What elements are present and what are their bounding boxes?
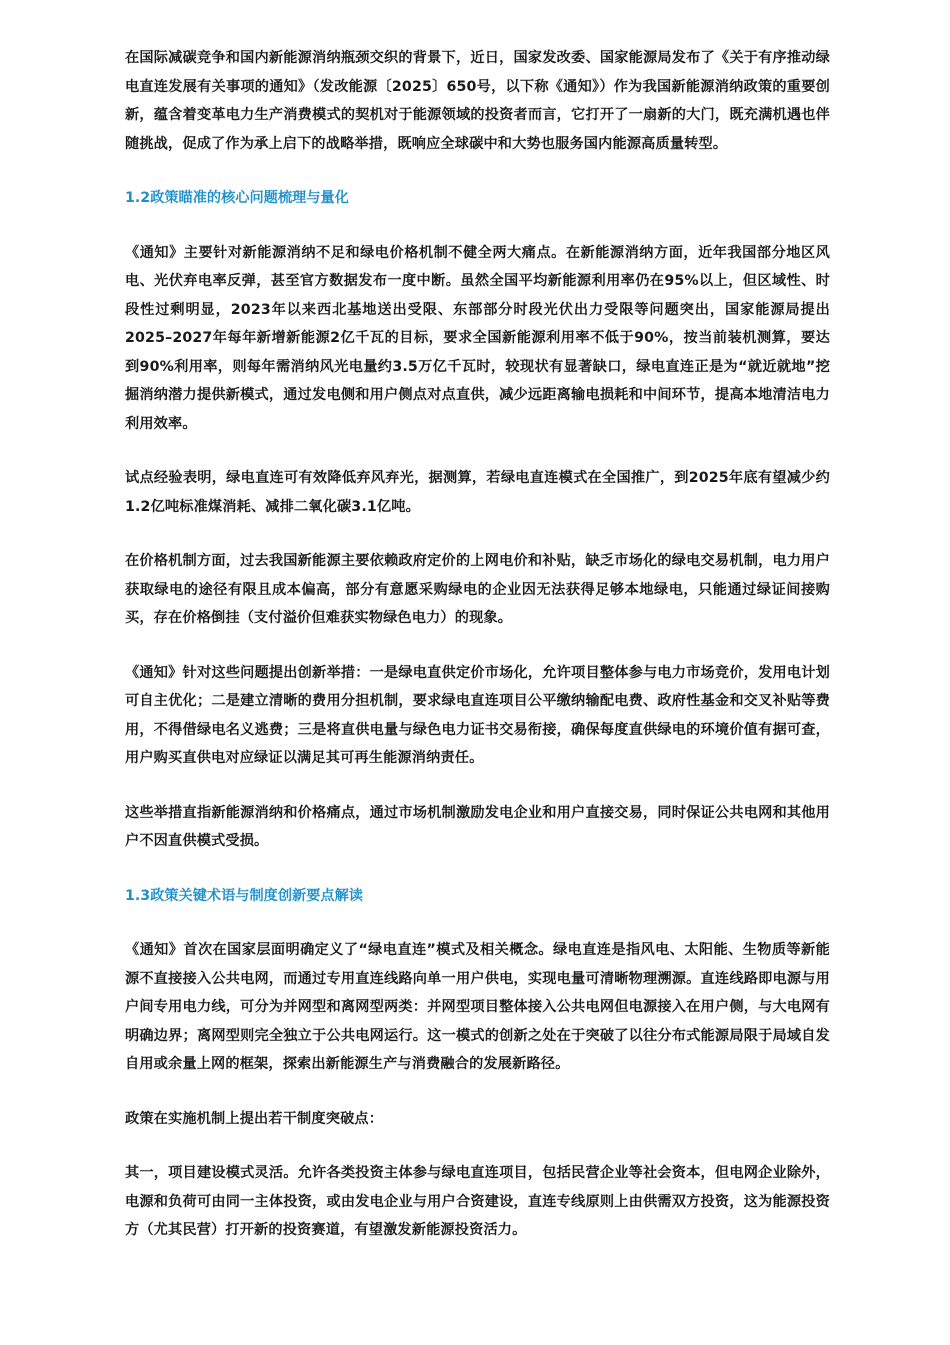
paragraph-core-problems: 《通知》主要针对新能源消纳不足和绿电价格机制不健全两大痛点。在新能源消纳方面，近年我国部分地区风电、光伏弃电率反弹，甚至官方数据发布一度中断。虽然全国平均新能源利用率仍在95%以上，但区域性、时段性过剩明显，2023年以来西北基地送出受限、东部部分时段光伏出力受限等问题突出，国家能源局提出2025–2027年每年新增新能源2亿千瓦的目标，要求全国新能源利用率不低于90%，按当前装机测算，要达到90%利用率，则每年需消纳风光电量约3.5万亿千瓦时，较现状有显著缺口，绿电直连正是为“就近就地”挖掘消纳潜力提供新模式，通过发电侧和用户侧点对点直供，减少远距离输电损耗和中间环节，提高本地清洁电力利用效率。 <box>125 244 830 432</box>
paragraph-pilot-experience: 试点经验表明，绿电直连可有效降低弃风弃光，据测算，若绿电直连模式在全国推广，到2025年底有望减少约1.2亿吨标准煤消耗、减排二氧化碳3.1亿吨。 <box>125 470 830 515</box>
paragraph-definition: 《通知》首次在国家层面明确定义了“绿电直连”模式及相关概念。绿电直连是指风电、太阳能、生物质等新能源不直接接入公共电网，而通过专用直连线路向单一用户供电，实现电量可清晰物理溯源。直连线路即电源与用户间专用电力线，可分为并网型和离网型两类：并网型项目整体接入公共电网但电源接入在用户侧，与大电网有明确边界；离网型则完全独立于公共电网运行。这一模式的创新之处在于突破了以往分布式能源局限于局域自发自用或余量上网的框架，探索出新能源生产与消费融合的发展新路径。 <box>125 942 830 1072</box>
section-heading-1-2: 1.2政策瞄准的核心问题梳理与量化 <box>125 190 349 206</box>
paragraph-innovative-measures: 《通知》针对这些问题提出创新举措：一是绿电直供定价市场化，允许项目整体参与电力市场竞价，发用电计划可自主优化；二是建立清晰的费用分担机制，要求绿电直连项目公平缴纳输配电费、政府性基金和交叉补贴等费用，不得借绿电名义逃费；三是将直供电量与绿色电力证书交易衔接，确保每度直供绿电的环境价值有据可查，用户购买直供电对应绿证以满足其可再生能源消纳责任。 <box>125 664 830 766</box>
paragraph-measures-summary: 这些举措直指新能源消纳和价格痛点，通过市场机制激励发电企业和用户直接交易，同时保证公共电网和其他用户不因直供模式受损。 <box>125 804 830 849</box>
paragraph-institutional-breakthroughs: 政策在实施机制上提出若干制度突破点： <box>125 1110 384 1127</box>
paragraph-price-mechanism: 在价格机制方面，过去我国新能源主要依赖政府定价的上网电价和补贴，缺乏市场化的绿电交易机制，电力用户获取绿电的途径有限且成本偏高，部分有意愿采购绿电的企业因无法获得足够本地绿电，只能通过绿证间接购买，存在价格倒挂（支付溢价但难获实物绿色电力）的现象。 <box>125 553 830 626</box>
document-body <box>125 44 830 1271</box>
paragraph-background: 在国际减碳竞争和国内新能源消纳瓶颈交织的背景下，近日，国家发改委、国家能源局发布了《关于有序推动绿电直连发展有关事项的通知》（发改能源〔2025〕650号，以下称《通知》）作为我国新能源消纳政策的重要创新，蕴含着变革电力生产消费模式的契机对于能源领域的投资者而言，它打开了一扇新的大门，既充满机遇也伴随挑战，促成了作为承上启下的战略举措，既响应全球碳中和大势也服务国内能源高质量转型。 <box>125 50 830 152</box>
section-heading-1-3: 1.3政策关键术语与制度创新要点解读 <box>125 887 363 904</box>
paragraph-point-one: 其一，项目建设模式灵活。允许各类投资主体参与绿电直连项目，包括民营企业等社会资本，但电网企业除外，电源和负荷可由同一主体投资，或由发电企业与用户合资建设，直连专线原则上由供需双方投资，这为能源投资方（尤其民营）打开新的投资赛道，有望激发新能源投资活力。 <box>125 1165 830 1238</box>
